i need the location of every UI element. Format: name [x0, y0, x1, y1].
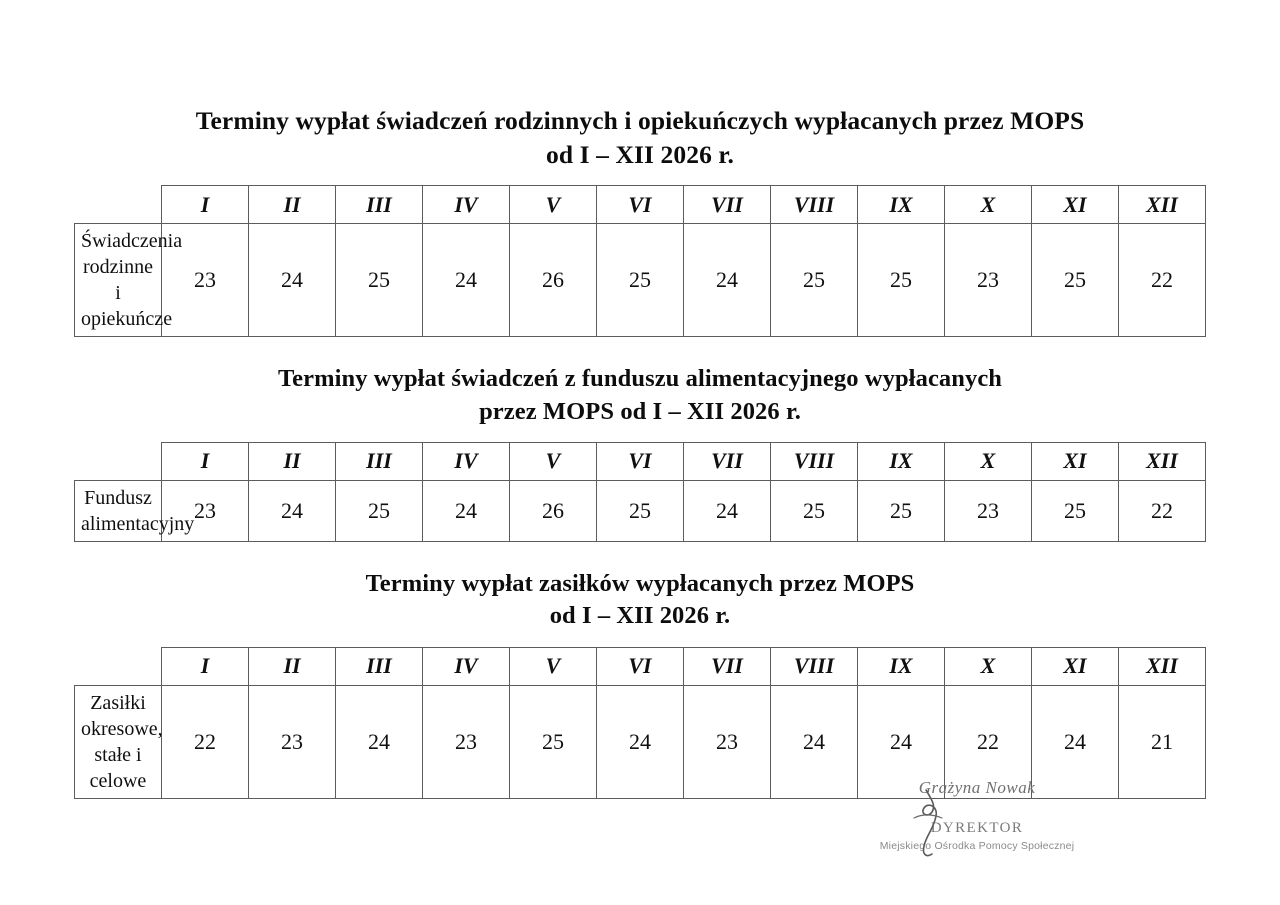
value-ii: 24 [249, 224, 336, 337]
value-viii: 25 [771, 480, 858, 541]
month-header-i: I [162, 186, 249, 224]
section-1-heading-line-1: Terminy wypłat świadczeń rodzinnych i opiekuńczych wypłacanych przez MOPS [195, 106, 1085, 135]
month-header-xi: XI [1032, 186, 1119, 224]
table-row [75, 186, 1206, 224]
value-xii: 21 [1119, 685, 1206, 798]
value-i: 23 [162, 480, 249, 541]
month-header-viii: VIII [771, 442, 858, 480]
value-iii: 25 [336, 480, 423, 541]
section-fundusz-alimentacyjny [74, 337, 1206, 542]
value-x: 23 [945, 224, 1032, 337]
month-header-x: X [945, 647, 1032, 685]
month-header-iii: III [336, 186, 423, 224]
section-3-heading [74, 542, 1206, 633]
value-v: 25 [510, 685, 597, 798]
month-header-x: X [945, 442, 1032, 480]
schedule-table-1 [74, 185, 1206, 337]
month-header-ix: IX [858, 647, 945, 685]
month-header-vi: VI [597, 186, 684, 224]
value-i: 23 [162, 224, 249, 337]
month-header-viii: VIII [771, 186, 858, 224]
value-xii: 22 [1119, 224, 1206, 337]
month-header-xii: XII [1119, 186, 1206, 224]
table-corner-cell-1 [75, 186, 162, 224]
value-xi: 25 [1032, 480, 1119, 541]
month-header-iv: IV [423, 186, 510, 224]
section-zasilki [74, 542, 1206, 799]
month-header-ix: IX [858, 186, 945, 224]
value-xi: 24 [1032, 685, 1119, 798]
month-header-iii: III [336, 647, 423, 685]
table-row [75, 442, 1206, 480]
value-iii: 24 [336, 685, 423, 798]
month-header-vii: VII [684, 186, 771, 224]
schedule-table-3 [74, 647, 1206, 799]
value-xi: 25 [1032, 224, 1119, 337]
month-header-iv: IV [423, 647, 510, 685]
month-header-v: V [510, 442, 597, 480]
section-2-heading-line-1: Terminy wypłat świadczeń z funduszu alimentacyjnego wypłacanych [277, 365, 1003, 393]
value-v: 26 [510, 224, 597, 337]
month-header-xii: XII [1119, 442, 1206, 480]
value-ix: 25 [858, 480, 945, 541]
value-xii: 22 [1119, 480, 1206, 541]
month-header-vi: VI [597, 647, 684, 685]
month-header-i: I [162, 647, 249, 685]
value-iv: 23 [423, 685, 510, 798]
value-vi: 25 [597, 480, 684, 541]
value-x: 22 [945, 685, 1032, 798]
value-vi: 24 [597, 685, 684, 798]
value-viii: 24 [771, 685, 858, 798]
month-header-ix: IX [858, 442, 945, 480]
value-vi: 25 [597, 224, 684, 337]
schedule-table-2 [74, 442, 1206, 542]
month-header-x: X [945, 186, 1032, 224]
month-header-viii: VIII [771, 647, 858, 685]
signature-subtitle: Miejskiego Ośrodka Pomocy Społecznej [879, 840, 1075, 852]
row-label-fundusz: Fundusz alimentacyjny [75, 480, 162, 541]
value-iv: 24 [423, 480, 510, 541]
table-corner-cell-3 [75, 647, 162, 685]
section-3-heading-line-2: od I – XII 2026 r. [549, 602, 731, 630]
value-ix: 24 [858, 685, 945, 798]
value-iii: 25 [336, 224, 423, 337]
month-header-vii: VII [684, 442, 771, 480]
value-ii: 23 [249, 685, 336, 798]
section-2-heading [74, 337, 1206, 428]
section-1-heading-line-2: od I – XII 2026 r. [546, 139, 734, 169]
month-header-xii: XII [1119, 647, 1206, 685]
month-header-iii: III [336, 442, 423, 480]
value-ii: 24 [249, 480, 336, 541]
table-corner-cell-2 [75, 442, 162, 480]
row-label-swiadczenia: Świadczenia rodzinne i opiekuńcze [75, 224, 162, 337]
value-ix: 25 [858, 224, 945, 337]
month-header-vii: VII [684, 647, 771, 685]
month-header-i: I [162, 442, 249, 480]
value-viii: 25 [771, 224, 858, 337]
month-header-xi: XI [1032, 442, 1119, 480]
row-label-zasilki: Zasiłki okresowe, stałe i celowe [75, 685, 162, 798]
section-1-heading [74, 0, 1206, 171]
month-header-iv: IV [423, 442, 510, 480]
signature-name: Grażyna Nowak [918, 778, 1036, 797]
month-header-v: V [510, 186, 597, 224]
value-vii: 23 [684, 685, 771, 798]
value-vii: 24 [684, 224, 771, 337]
month-header-v: V [510, 647, 597, 685]
signature-block [862, 778, 1092, 873]
month-header-ii: II [249, 442, 336, 480]
value-v: 26 [510, 480, 597, 541]
month-header-xi: XI [1032, 647, 1119, 685]
table-row [75, 647, 1206, 685]
month-header-ii: II [249, 186, 336, 224]
month-header-vi: VI [597, 442, 684, 480]
month-header-ii: II [249, 647, 336, 685]
value-x: 23 [945, 480, 1032, 541]
table-row [75, 480, 1206, 541]
section-3-heading-line-1: Terminy wypłat zasiłków wypłacanych przez MOPS [365, 569, 915, 597]
value-vii: 24 [684, 480, 771, 541]
section-swiadczenia-rodzinne [74, 0, 1206, 337]
section-2-heading-line-2: przez MOPS od I – XII 2026 r. [479, 397, 801, 425]
value-iv: 24 [423, 224, 510, 337]
value-i: 22 [162, 685, 249, 798]
signature-title: DYREKTOR [930, 820, 1024, 836]
table-row [75, 224, 1206, 337]
